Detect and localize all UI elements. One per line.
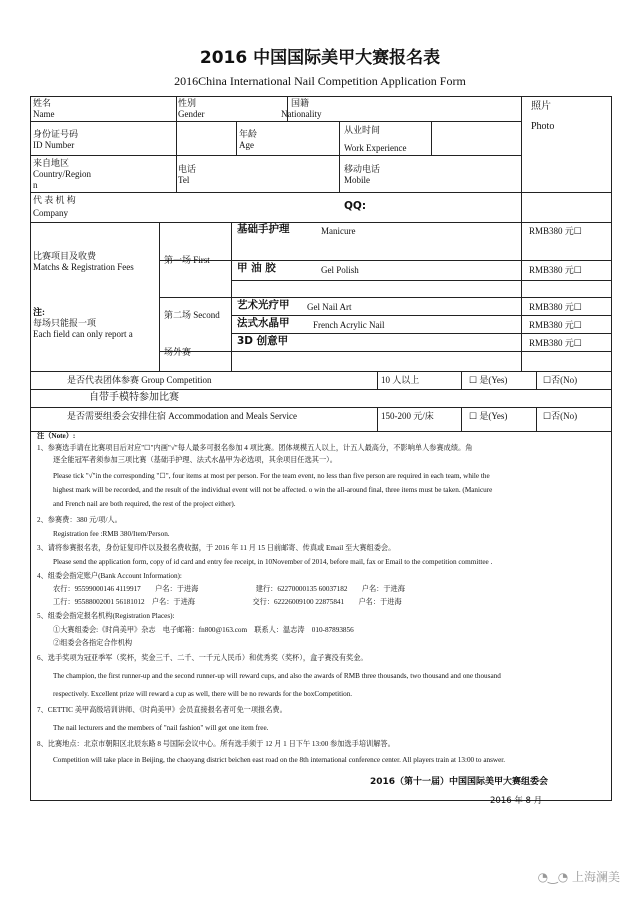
accommodation-price: 150-200 元/床 — [381, 411, 434, 421]
note-line: The nail lecturers and the members of "nail fashion" will get one item free. — [53, 724, 269, 732]
nationality-label-en: Nationality — [281, 109, 322, 119]
page-subtitle: 2016China International Nail Competition Application Form — [174, 74, 466, 88]
registration-place-line: ①大赛组委会:《时尚美甲》杂志 电子邮箱：fn800@163.com 联系人：温志涛 010-87893856 — [53, 626, 354, 634]
note-line: Please send the application form, copy of id card and entry fee receipt, in 10November of 2014, before mail, fax or Email to the competition committee . — [53, 558, 493, 566]
note-line: 1、参赛选手请在比赛项目后对应"☐"内画"√"每人最多可报名参加 4 项比赛。团体规模五人以上，计五人最高分，不影响单人参赛成绩。角 — [37, 444, 473, 452]
note-line: 7、CETTIC 美甲高级培训讲师、《时尚美甲》会员直接报名者可免一项报名费。 — [37, 706, 287, 714]
age-label: 年龄 — [239, 129, 258, 139]
own-model-label: 自带手模特参加比赛 — [89, 392, 179, 403]
gender-label: 性别 — [178, 98, 197, 108]
name-label: 姓名 — [33, 98, 52, 108]
note-line: 3、请将参赛报名表，身份证复印件以及报名费收据，于 2016 年 11 月 15 日前邮寄、传真或 Email 至大赛组委会。 — [37, 544, 396, 552]
note-line: 5、组委会指定报名机构(Registration Places): — [37, 612, 175, 620]
group-competition-label: 是否代表团体参赛 Group Competition — [67, 375, 212, 385]
work-experience-label: 从业时间 — [344, 125, 381, 135]
nationality-label: 国籍 — [291, 98, 310, 108]
event-3d-creative: 3D 创意甲 — [237, 335, 289, 347]
age-label-en: Age — [239, 140, 254, 150]
region-label-en-cont: n — [33, 180, 38, 190]
note-line: highest mark will be recorded, and the result of the individual event will not be affected. o win the all-around final, three items must be taken. (Manicure — [53, 486, 493, 494]
second-round-label: 第二场 Second — [164, 310, 220, 320]
note-line: 6、选手奖项为冠亚季军（奖杯，奖金三千、二千、一千元人民币）和优秀奖（奖杯），盒子赛没有奖金。 — [37, 654, 368, 662]
name-label-en: Name — [33, 109, 55, 119]
tel-label: 电话 — [178, 164, 197, 174]
fees-label-en: Matchs & Registration Fees — [33, 262, 134, 272]
mobile-label: 移动电话 — [344, 164, 381, 174]
work-experience-label-en: Work Experience — [344, 143, 407, 153]
notes-section — [30, 430, 612, 801]
note-label-cn: 每场只能报一项 — [33, 318, 97, 328]
price-3d-creative[interactable]: RMB380 元☐ — [529, 338, 582, 348]
region-label: 来自地区 — [33, 158, 70, 168]
application-form-table — [30, 96, 612, 432]
photo-label-en: Photo — [531, 121, 555, 132]
gender-label-en: Gender — [178, 109, 205, 119]
price-gel-polish[interactable]: RMB380 元☐ — [529, 265, 582, 275]
fees-label: 比赛项目及收费 — [33, 251, 97, 261]
id-label: 身份证号码 — [33, 129, 79, 139]
signature-date: 2016 年 8 月 — [490, 796, 543, 806]
note-label: 注: — [33, 307, 45, 317]
mobile-label-en: Mobile — [344, 175, 370, 185]
note-line: Please tick "√"in the corresponding "☐", four items at most per person. For the team event, no less than five person are required in each team, while the — [53, 472, 490, 480]
event-gel-nail-art-en: Gel Nail Art — [307, 302, 352, 312]
note-line: 8、比赛地点：北京市朝阳区北辰东路 8 号国际会议中心。所有选手须于 12 月 1 日下午 13:00 参加选手培训解答。 — [37, 740, 395, 748]
event-manicure-en: Manicure — [321, 226, 356, 236]
event-gel-nail-art: 艺术光疗甲 — [237, 299, 290, 311]
event-gel-polish: 甲 油 胶 — [237, 262, 276, 274]
note-line: 4、组委会指定账户(Bank Account Information): — [37, 572, 182, 580]
note-line: 2、参赛费：380 元/项/人。 — [37, 516, 122, 524]
event-french-acrylic: 法式水晶甲 — [237, 317, 290, 329]
region-label-en: Country/Region — [33, 169, 91, 179]
accommodation-yes-checkbox[interactable]: ☐ 是(Yes) — [469, 411, 508, 421]
accommodation-no-checkbox[interactable]: ☐否(No) — [543, 411, 578, 421]
page-title: 2016 中国国际美甲大赛报名表 — [199, 48, 441, 68]
group-no-checkbox[interactable]: ☐否(No) — [543, 375, 578, 385]
outside-round-label: 场外赛 — [164, 347, 192, 357]
qq-label: QQ: — [344, 200, 367, 212]
note-line: The champion, the first runner-up and the second runner-up will reward cups, and also the awards of RMB three thousands, two thousand and one thousand — [53, 672, 501, 680]
bank-account-line: 农行：95599000146 4119917 户名：于进海 建行：62270000135 60037182 户名：于进海 — [53, 585, 405, 593]
group-count: 10 人以上 — [381, 375, 420, 385]
event-french-acrylic-en: French Acrylic Nail — [313, 320, 385, 330]
watermark — [538, 868, 620, 885]
notes-heading: 注（Note）: — [37, 432, 76, 440]
event-manicure: 基础手护理 — [237, 223, 290, 235]
accommodation-label: 是否需要组委会安排住宿 Accommodation and Meals Service — [67, 411, 297, 421]
price-gel-nail-art[interactable]: RMB380 元☐ — [529, 302, 582, 312]
price-manicure[interactable]: RMB380 元☐ — [529, 226, 582, 236]
watermark-text: 上海澜美 — [571, 870, 620, 884]
note-line: respectively. Excellent prize will reward a cup as well, there will be no rewards for the boxCompetition. — [53, 690, 353, 698]
bank-account-line: 工行：95588002001 56181012 户名：于进海 交行：62226009100 22875841 户名：于进海 — [53, 598, 402, 606]
note-line: Registration fee :RMB 380/Item/Person. — [53, 530, 170, 538]
group-yes-checkbox[interactable]: ☐ 是(Yes) — [469, 375, 508, 385]
id-label-en: ID Number — [33, 140, 75, 150]
note-label-en: Each field can only report a — [33, 329, 133, 339]
note-line: and French nail are both required, the rest of the project either). — [53, 500, 236, 508]
tel-label-en: Tel — [178, 175, 190, 185]
first-round-label: 第一场 First — [164, 255, 210, 265]
photo-label: 照片 — [531, 101, 551, 112]
event-gel-polish-en: Gel Polish — [321, 265, 359, 275]
company-label: 代 表 机 构 — [33, 195, 76, 205]
organizer-signature: 2016（第十一届）中国国际美甲大赛组委会 — [370, 777, 549, 787]
registration-place-line: ②组委会各指定合作机构 — [53, 639, 133, 647]
price-french-acrylic[interactable]: RMB380 元☐ — [529, 320, 582, 330]
note-line: 逐全能冠军者须参加三项比赛（基础手护理、法式水晶甲为必选项，其余项目任选其一）。 — [53, 456, 337, 464]
company-label-en: Company — [33, 208, 68, 218]
note-line: Competition will take place in Beijing, the chaoyang district beichen east road on the 8th international conference center. All players train at 13:00 to answer. — [53, 756, 506, 764]
wechat-icon: ◔‿◔ — [537, 870, 572, 884]
